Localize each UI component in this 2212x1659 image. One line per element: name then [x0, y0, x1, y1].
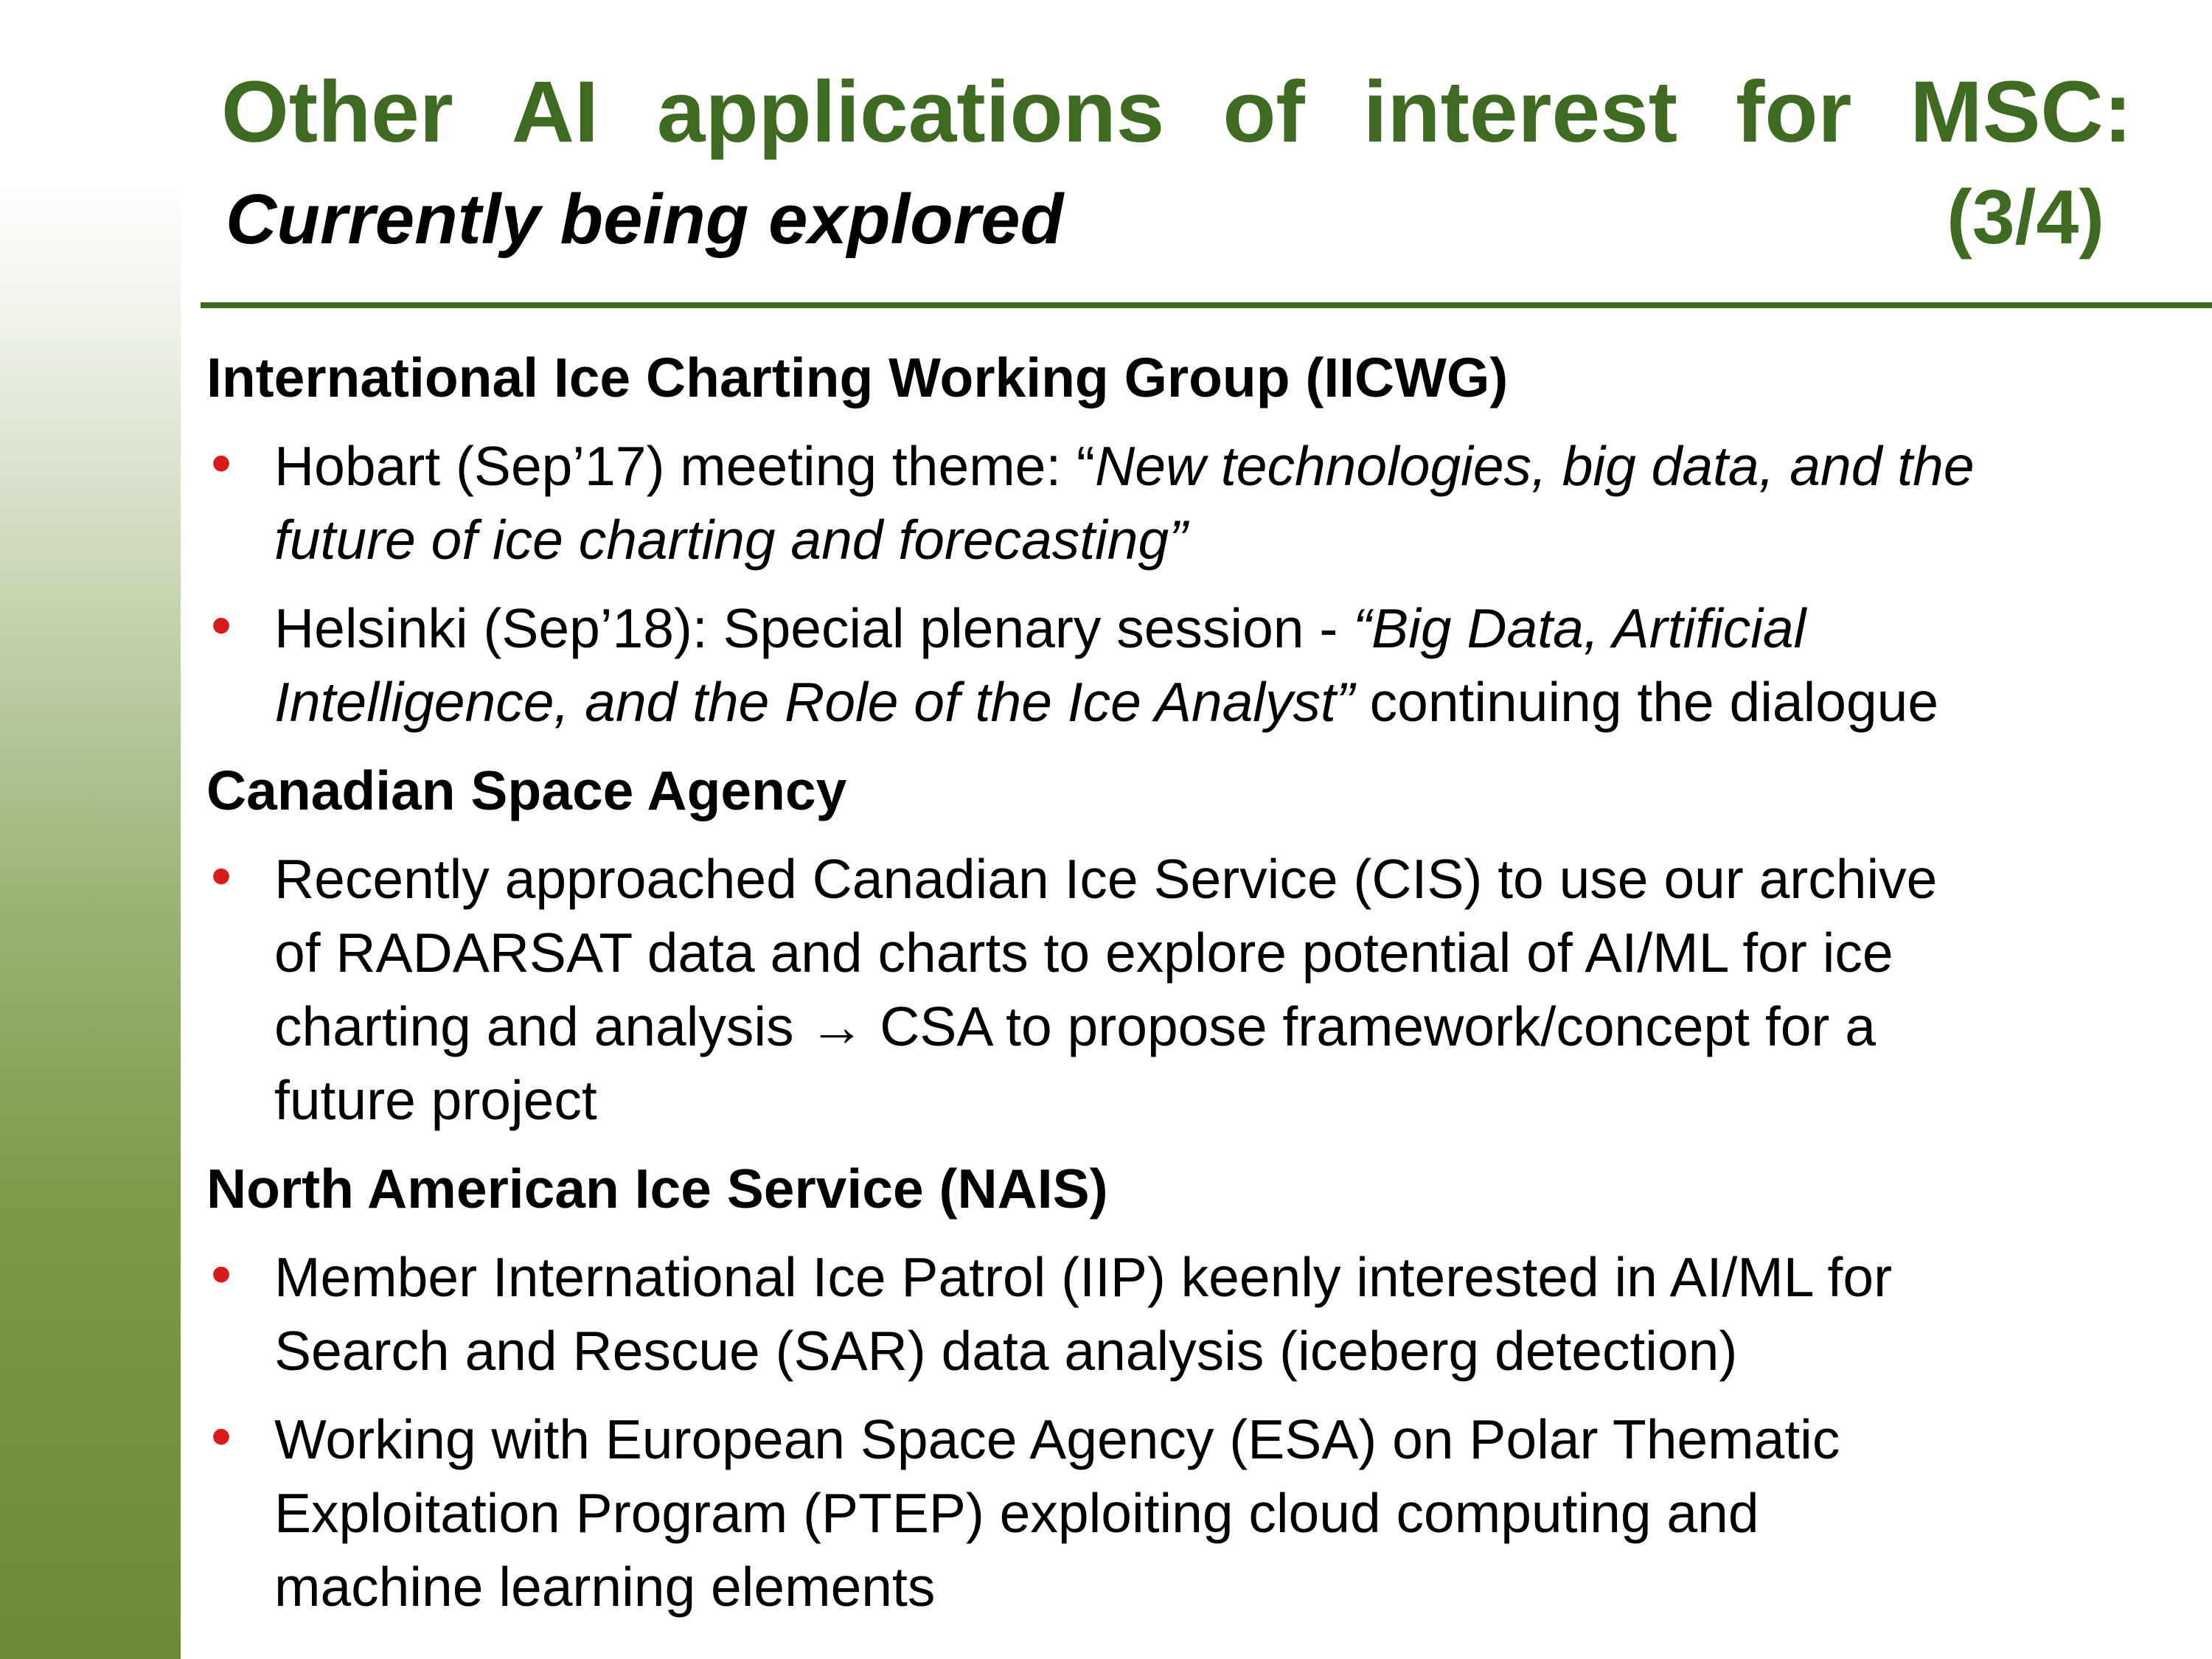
bullet-icon: •: [211, 430, 232, 495]
title-word: for: [1736, 63, 1852, 161]
subtitle-row: [226, 171, 2104, 267]
bullet-item: [206, 842, 2183, 1137]
bullet-text: continuing the dialogue: [1354, 671, 1939, 733]
bullet-item: [206, 429, 2183, 577]
bullet-text: Working with European Space Agency (ESA) on Polar Thematic: [274, 1408, 1840, 1470]
bullet-line: [274, 429, 2183, 503]
bullet-quote-text: New technologies, big data, and the: [1095, 435, 1975, 497]
bullet-item: [206, 1240, 2183, 1388]
slide-title: [221, 60, 2132, 164]
bullet-text: Helsinki (Sep’18): Special plenary session -: [274, 597, 1354, 659]
title-word: AI: [511, 63, 599, 161]
bullet-text: Recently approached Canadian Ice Service (CIS) to use our archive: [274, 848, 1938, 910]
bullet-text: future project: [274, 1069, 597, 1131]
bullet-quote-text: future of ice charting and forecasting”: [274, 509, 1188, 571]
bullet-text: Hobart (Sep’17) meeting theme: “: [274, 435, 1096, 497]
slide-subtitle: Currently being explored: [226, 180, 1064, 259]
bullet-icon: •: [211, 843, 232, 908]
section-heading-iicwg: International Ice Charting Working Group (IICWG): [206, 347, 1509, 408]
bullet-item: [206, 1402, 2183, 1624]
title-word: interest: [1363, 63, 1678, 161]
bullet-text: machine learning elements: [274, 1556, 936, 1618]
bullet-text: Member International Ice Patrol (IIP) keenly interested in AI/ML for: [274, 1246, 1893, 1308]
bullet-icon: •: [211, 592, 232, 658]
title-divider: [201, 302, 2212, 308]
title-word: of: [1222, 63, 1305, 161]
bullet-text: charting and analysis → CSA to propose framework/concept for a: [274, 995, 1876, 1057]
bullet-icon: •: [211, 1403, 232, 1469]
page-indicator: (3/4): [1947, 175, 2104, 260]
side-gradient-band: [0, 0, 181, 1659]
title-word: Other: [221, 63, 453, 161]
title-word: MSC:: [1910, 63, 2132, 161]
bullet-line: [274, 665, 2183, 739]
section-heading-nais: North American Ice Service (NAIS): [206, 1158, 1108, 1220]
bullet-item: [206, 591, 2183, 739]
bullet-quote-text: “Big Data, Artificial: [1353, 597, 1806, 659]
section-heading-csa: Canadian Space Agency: [206, 759, 847, 821]
title-word: applications: [656, 63, 1165, 161]
bullet-text: Search and Rescue (SAR) data analysis (iceberg detection): [274, 1320, 1738, 1382]
bullet-text: Exploitation Program (PTEP) exploiting cloud computing and: [274, 1482, 1759, 1544]
bullet-icon: •: [211, 1241, 232, 1307]
bullet-text: of RADARSAT data and charts to explore potential of AI/ML for ice: [274, 922, 1893, 984]
slide-body: [206, 341, 2183, 1638]
bullet-line: [274, 591, 2183, 665]
bullet-quote-text: Intelligence, and the Role of the Ice Analyst”: [274, 671, 1354, 733]
